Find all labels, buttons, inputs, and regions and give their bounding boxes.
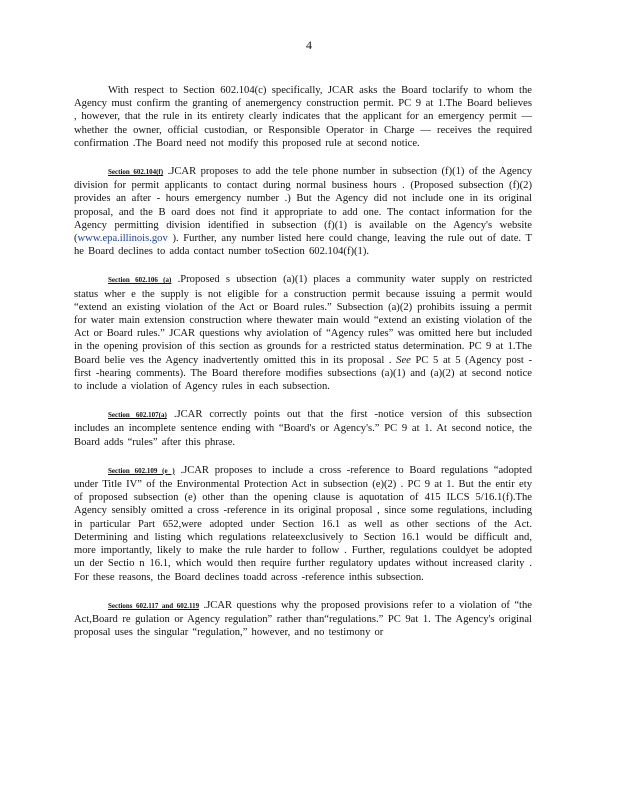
section-heading: Section 602.106 (a) (108, 276, 172, 285)
agency-website-link[interactable]: www.epa.illinois.gov (77, 233, 168, 245)
paragraph-sections-602-117-119 (74, 599, 532, 640)
see-signal: See (396, 354, 411, 366)
paragraph-text: .JCAR correctly points out that the first -notice version of this subsection includes an incomplete sentence ending with “Board's or Agency's.” PC 9 at 1. At second notice, the Board adds “rules” after this phrase. (74, 409, 532, 448)
paragraph-section-602-104f (74, 165, 532, 258)
paragraph-text-continued: PC 5 at 5 (Agency post -first -hearing comments). The Board therefore modifies subsections (a)(1) and (a)(2) at second notice to include a violation of Agency rules in each subsection. (74, 354, 532, 393)
section-heading: Section 602.104(f) (108, 168, 164, 177)
paragraph-section-602-109e (74, 464, 532, 584)
paragraph-text: .JCAR proposes to include a cross -reference to Board regulations “adopted under Title IV” of the Environmental Protection Act in subsection (e)(2) . PC 9 at 1. But the entir ety of proposed subsection (e) other than the opening clause is aquotation of 415 ILCS 5/16.1(f).The Agency sensibly omitted a cross -reference in its original proposal , since some regulations, including in particular Part 652,were adopted under Section 16.1 as well as other sections of the Act. Determining and listing which regulations relateexclusively to Section 16.1 would be difficult and, more importantly, likely to make the rule harder to follow . Further, regulations couldyet be adopted un der Sectio n 16.1, which would then require further regulatory updates without increased clarity . For these reasons, the Board declines toadd across -reference inthis subsection. (74, 464, 532, 583)
paragraph-section-602-106a (74, 273, 532, 393)
paragraph-text: .JCAR proposes to add the tele phone number in subsection (f)(1) of the Agency division for permit applicants to contact during normal business hours . (Proposed subsection (f)(2) provides an after - hours emergency number .) But the Agency did not include one in its original proposal, and the B oard does not find it appropriate to add one. The contact information for the Agency permitting division identified in subsection (f)(1) is available on the Agency's website ( (74, 166, 532, 245)
paragraph-text: .JCAR questions why the proposed provisions refer to a violation of “the Act,Board re gulation or Agency regulation” rather than“regulations.” PC 9at 1. The Agency's original proposal uses the singular “regulation,” however, and no testimony or (74, 599, 532, 639)
paragraph-section-602-104c (74, 84, 532, 150)
section-heading: Sections 602.117 and 602.119 (108, 601, 200, 610)
paragraph-text: .Proposed s ubsection (a)(1) places a community water supply on restricted status wher e the supply is not eligible for a construction permit because issuing a permit would “extend an existing violation of the Act or Board rules.” Subsection (a)(2) prohibits issuing a permit for water main extension construction where thewater main would “extend an existing violation of the Act or Board rules.” JCAR questions why aviolation of “Agency rules” was omitted here but included in the opening provision of this section as grounds for a restricted status determination. PC 9 at 1.The Board belie ves the Agency inadvertently omitted this in its proposal . (74, 274, 532, 366)
paragraph-section-602-107a (74, 408, 532, 449)
paragraph-text-continued: ). Further, any number listed here could change, leaving the rule out of date. T he Board declines to adda contact number toSection 602.104(f)(1). (74, 233, 532, 258)
page-number: 4 (306, 38, 312, 52)
section-heading: Section 602.109 (e ) (108, 466, 175, 475)
paragraph-text: With respect to Section 602.104(c) specifically, JCAR asks the Board toclarify to whom the Agency must confirm the granting of anemergency construction permit. PC 9 at 1.The Board believes , however, that the rule in its entirety clearly indicates that the applicant for an emergency permit — whether the owner, official custodian, or Responsible Operator in Charge — receives the required confirmation .The Board need not modify this proposed rule at second notice. (74, 85, 532, 149)
section-heading: Section 602.107(a) (108, 411, 167, 420)
body-text (74, 84, 532, 654)
